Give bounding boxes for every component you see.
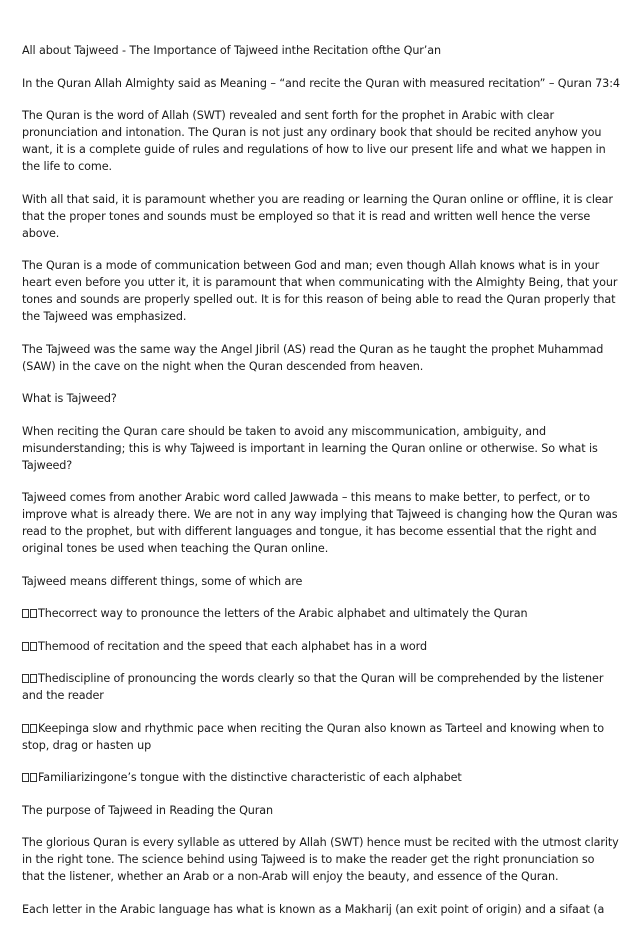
bullet-item	[22, 638, 620, 655]
paragraph-jawwada: Tajweed comes from another Arabic word called Jawwada – this means to make better, to perfect, or to improve what is already there. We are not in any way implying that Tajweed is changing how the Quran was read to the prophet, but with different languages and tongue, it has become essential that the right and original tones be used when teaching the Quran online.	[22, 491, 618, 555]
missing-glyph-icon	[30, 642, 37, 651]
paragraph-makharij: Each letter in the Arabic language has what is known as a Makharij (an exit point of origin) and a sifaat (a	[22, 902, 605, 916]
bullet-item	[22, 720, 620, 754]
heading-purpose-of-tajweed: The purpose of Tajweed in Reading the Quran	[22, 803, 274, 817]
document-page	[22, 42, 620, 933]
missing-glyph-icon	[22, 724, 29, 733]
paragraph-tajweed-means: Tajweed means different things, some of which are	[22, 574, 303, 588]
bullet-item	[22, 769, 620, 786]
paragraph-glorious-quran: The glorious Quran is every syllable as uttered by Allah (SWT) hence must be recited with the utmost clarity in the right tone. The science behind using Tajweed is to make the reader get the right pronunciation so that the listener, whether an Arab or a non-Arab will enjoy the beauty, and essence of the Quran.	[22, 836, 619, 883]
paragraph-word-of-allah: The Quran is the word of Allah (SWT) revealed and sent forth for the prophet in Arabic with clear pronunciation and intonation. The Quran is not just any ordinary book that should be recited anyhow you want, it is a complete guide of rules and regulations of how to live our present life and what we happen in the life to come.	[22, 109, 606, 173]
paragraph-online-offline: With all that said, it is paramount whether you are reading or learning the Quran online or offline, it is clear that the proper tones and sounds must be employed so that it is read and written well hence the verse above.	[22, 192, 613, 240]
bullet-text: discipline of pronouncing the words clearly so that the Quran will be comprehended by the listener and the reader	[22, 672, 604, 702]
paragraph-avoid-miscommunication: When reciting the Quran care should be taken to avoid any miscommunication, ambiguity, and misunderstanding; this is why Tajweed is important in learning the Quran online or otherwise. So what is Tajweed?	[22, 424, 598, 472]
missing-glyph-icon	[30, 674, 37, 683]
document-title: All about Tajweed - The Importance of Tajweed inthe Recitation ofthe Qur’an	[22, 44, 442, 57]
paragraph-quran-quote: In the Quran Allah Almighty said as Meaning – “and recite the Quran with measured recitation” – Quran 73:4	[22, 76, 620, 90]
bullet-text: correct way to pronounce the letters of the Arabic alphabet and ultimately the Quran	[58, 607, 528, 620]
bullet-item	[22, 670, 620, 704]
missing-glyph-icon	[22, 773, 29, 782]
bullet-lead: The	[38, 639, 59, 653]
bullet-lead: The	[38, 672, 59, 685]
paragraph-communication: The Quran is a mode of communication between God and man; even though Allah knows what is in your heart even before you utter it, it is paramount that when communicating with the Almighty Being, that your tones and sounds are properly spelled out. It is for this reason of being able to read the Quran properly that the Tajweed was emphasized.	[22, 259, 618, 323]
bullet-lead: The	[38, 607, 59, 620]
missing-glyph-icon	[30, 773, 37, 782]
heading-what-is-tajweed: What is Tajweed?	[22, 392, 117, 405]
bullet-text: one’s tongue with the distinctive characteristic of each alphabet	[106, 771, 462, 784]
bullet-text: mood of recitation and the speed that each alphabet has in a word	[58, 639, 427, 653]
missing-glyph-icon	[22, 642, 29, 651]
paragraph-angel-jibril: The Tajweed was the same way the Angel Jibril (AS) read the Quran as he taught the prophet Muhammad (SAW) in the cave on the night when the Quran descended from heaven.	[22, 342, 604, 373]
bullet-item	[22, 605, 620, 622]
bullet-lead: Familiarizing	[38, 771, 107, 784]
missing-glyph-icon	[30, 609, 37, 618]
missing-glyph-icon	[22, 674, 29, 683]
bullet-text: a slow and rhythmic pace when reciting the Quran also known as Tarteel and knowing when to stop, drag or hasten up	[22, 721, 604, 752]
missing-glyph-icon	[30, 724, 37, 733]
missing-glyph-icon	[22, 609, 29, 618]
bullet-lead: Keeping	[38, 721, 83, 735]
